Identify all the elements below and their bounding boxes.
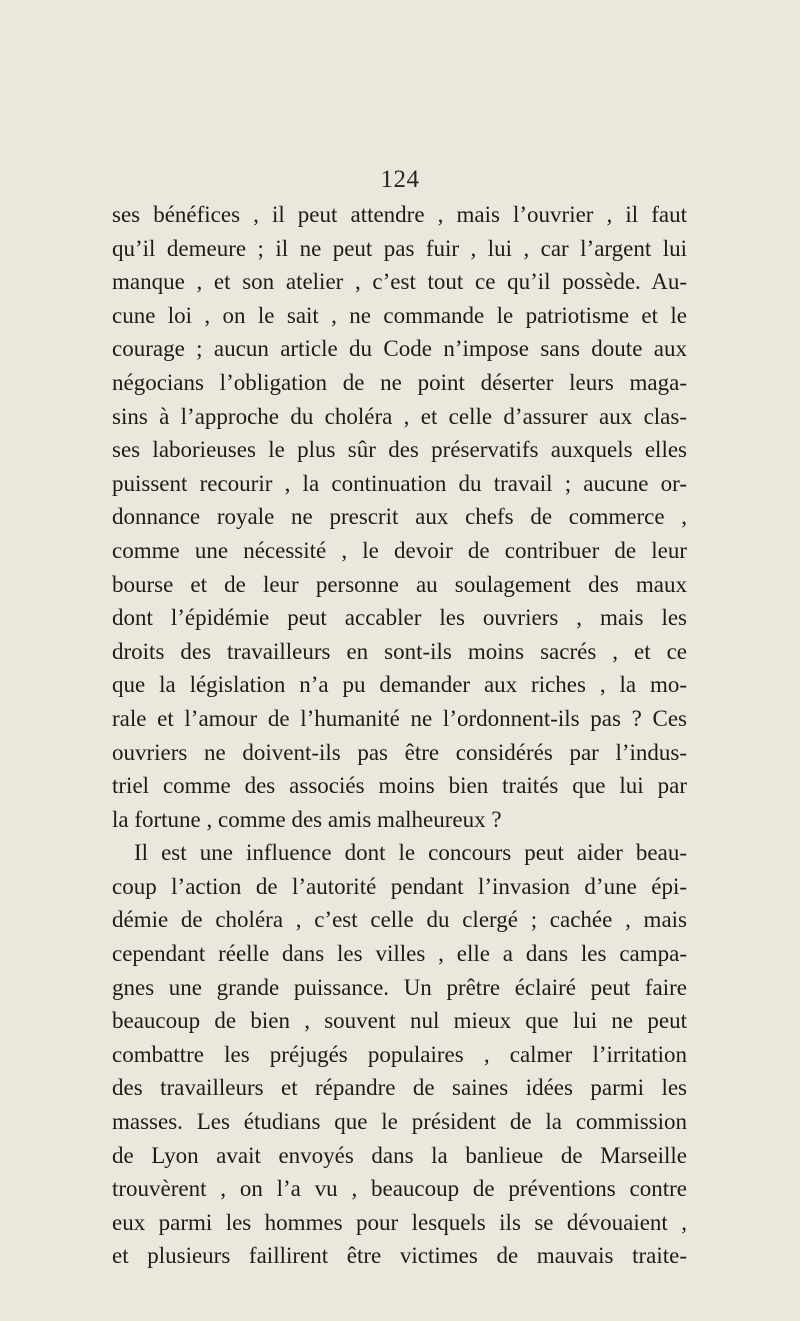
body-text: [112, 198, 687, 1273]
text-line: et plusieurs faillirent être victimes de mauvais traite-: [112, 1243, 687, 1269]
text-line: de Lyon avait envoyés dans la banlieue de Marseille: [112, 1142, 687, 1168]
text-line: bourse et de leur personne au soulagement des maux: [112, 571, 687, 597]
text-line: donnance royale ne prescrit aux chefs de commerce ,: [112, 504, 687, 530]
text-line: cependant réelle dans les villes , elle a dans les campa-: [112, 941, 687, 967]
text-line: beaucoup de bien , souvent nul mieux que lui ne peut: [112, 1008, 687, 1034]
text-line: ouvriers ne doivent-ils pas être considérés par l’indus-: [112, 739, 687, 765]
text-line: manque , et son atelier , c’est tout ce qu’il possède. Au-: [112, 269, 687, 295]
text-line: comme une nécessité , le devoir de contribuer de leur: [112, 537, 687, 563]
text-line: des travailleurs et répandre de saines idées parmi les: [112, 1075, 687, 1101]
text-line: droits des travailleurs en sont-ils moins sacrés , et ce: [112, 638, 687, 664]
text-line: qu’il demeure ; il ne peut pas fuir , lui , car l’argent lui: [112, 235, 687, 261]
page-number: 124: [380, 166, 420, 193]
text-line: cune loi , on le sait , ne commande le patriotisme et le: [112, 302, 687, 328]
text-line: eux parmi les hommes pour lesquels ils se dévouaient ,: [112, 1209, 687, 1235]
text-line: démie de choléra , c’est celle du clergé ; cachée , mais: [112, 907, 687, 933]
text-line: que la législation n’a pu demander aux riches , la mo-: [112, 672, 687, 698]
text-line: puissent recourir , la continuation du travail ; aucune or-: [112, 470, 687, 496]
text-line: dont l’épidémie peut accabler les ouvriers , mais les: [112, 605, 687, 631]
text-line: coup l’action de l’autorité pendant l’invasion d’une épi-: [112, 873, 687, 899]
paragraph-end-line: la fortune , comme des amis malheureux ?: [112, 806, 502, 832]
paragraph-start-line: Il est une influence dont le concours peut aider beau-: [134, 840, 687, 866]
text-line: trouvèrent , on l’a vu , beaucoup de préventions contre: [112, 1176, 687, 1202]
text-line: ses laborieuses le plus sûr des préservatifs auxquels elles: [112, 437, 687, 463]
text-line: négocians l’obligation de ne point déserter leurs maga-: [112, 369, 687, 395]
text-line: gnes une grande puissance. Un prêtre éclairé peut faire: [112, 974, 687, 1000]
text-line: combattre les préjugés populaires , calmer l’irritation: [112, 1041, 687, 1067]
text-line: sins à l’approche du choléra , et celle d’assurer aux clas-: [112, 403, 687, 429]
text-line: courage ; aucun article du Code n’impose sans doute aux: [112, 336, 687, 362]
text-line: masses. Les étudians que le président de la commission: [112, 1109, 687, 1135]
text-line: rale et l’amour de l’humanité ne l’ordonnent-ils pas ? Ces: [112, 705, 687, 731]
text-line: ses bénéfices , il peut attendre , mais l’ouvrier , il faut: [112, 202, 687, 227]
text-line: triel comme des associés moins bien traités que lui par: [112, 773, 687, 799]
